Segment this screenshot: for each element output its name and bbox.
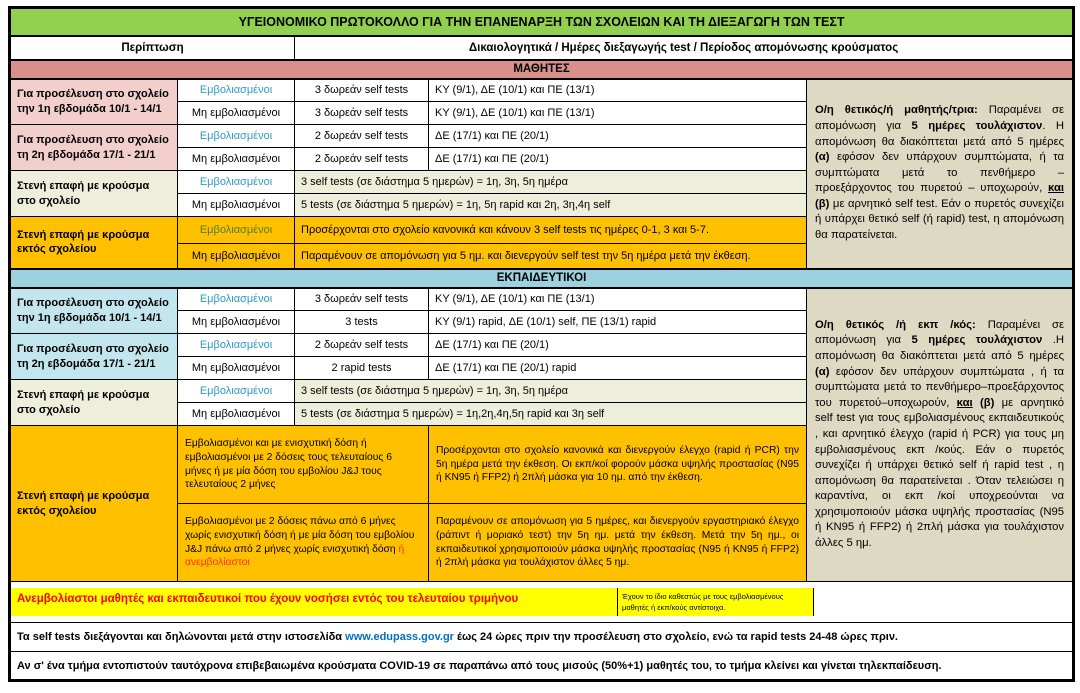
vaccination-status: Εμβολιασμένοι <box>178 288 295 311</box>
test-dates: ΔΕ (17/1) και ΠΕ (20/1) <box>429 148 807 171</box>
testing-scheme: 3 self tests (σε διάστημα 5 ημερών) = 1η, 3η, 5η ημέρα <box>295 171 807 194</box>
page-title: ΥΓΕΙΟΝΟΜΙΚΟ ΠΡΩΤΟΚΟΛΛΟ ΓΙΑ ΤΗΝ ΕΠΑΝΕΝΑΡΞΗ ΤΩΝ ΣΧΟΛΕΙΩΝ ΚΑΙ ΤΗ ΔΙΕΞΑΓΩΓΗ ΤΩΝ ΤΕΣΤ <box>10 8 1074 36</box>
test-dates: ΚΥ (9/1), ΔΕ (10/1) και ΠΕ (13/1) <box>429 102 807 125</box>
note-text: εφόσον δεν υπάρχουν συμπτώματα , ή τα συμπτώματα μετά το πενθήμερο–προεξάρχοντος του πυρετού–υποχωρούν, <box>815 365 1065 409</box>
column-header-details: Δικαιολογητικά / Ημέρες διεξαγωγής test / Περίοδος απομόνωσης κρούσματος <box>295 36 1074 60</box>
section-header-teachers: ΕΚΠΑΙΔΕΥΤΙΚΟΙ <box>10 269 1074 288</box>
column-header-case: Περίπτωση <box>10 36 295 60</box>
teachers-week1-label: Για προσέλευση στο σχολείο την 1η εβδομάδα 10/1 - 14/1 <box>10 288 178 334</box>
test-dates: ΔΕ (17/1) και ΠΕ (20/1) <box>429 125 807 148</box>
section-header-students: ΜΑΘΗΤΕΣ <box>10 60 1074 79</box>
note-bold: (α) <box>815 365 830 378</box>
footnote-class-closure: Αν σ' ένα τμήμα εντοπιστούν ταυτόχρονα επιβεβαιωμένα κρούσματα COVID-19 σε παραπάνω από τους μισούς (50%+1) μαθητές του, το τμήμα κλείνει και γίνεται τηλεκπαίδευση. <box>10 652 1074 681</box>
students-contact-outside-label: Στενή επαφή με κρούσμα εκτός σχολείου <box>10 217 178 269</box>
testing-scheme: 5 tests (σε διάστημα 5 ημερών) = 1η,2η,4η,5η rapid και 3η self <box>295 403 807 426</box>
vaccination-status: Εμβολιασμένοι <box>178 171 295 194</box>
testing-scheme: Παραμένουν σε απομόνωση για 5 ημ. και διενεργούν self test την 5η ημέρα μετά την έκθεση. <box>295 244 807 269</box>
tests-count: 3 δωρεάν self tests <box>295 102 429 125</box>
edupass-link[interactable]: www.edupass.gov.gr <box>345 631 454 643</box>
vaccination-status: Μη εμβολιασμένοι <box>178 102 295 125</box>
test-dates: ΚΥ (9/1), ΔΕ (10/1) και ΠΕ (13/1) <box>429 288 807 311</box>
note-text: . Η απομόνωση θα διακόπτεται μετά από 5 ημέρες <box>815 119 1065 148</box>
action-unboosted: Παραμένουν σε απομόνωση για 5 ημέρες, και διενεργούν εργαστηριακό έλεγχο (ράπιντ ή μοριακό τεστ) την 5η ημ. μετά την έκθεση. Μετά την 5η ημ., οι εκπαιδευτικοί χρησιμοποιούν μάσκα υψηλής προστασίας (N95 ή KN95 ή FFP2) ή 2πλή μάσκα για τουλάχιστον άλλες 5 ημ. <box>429 504 807 582</box>
vaccination-status: Μη εμβολιασμένοι <box>178 357 295 380</box>
testing-scheme: Προσέρχονται στο σχολείο κανονικά και κάνουν 3 self tests τις ημέρες 0-1, 3 και 5-7. <box>295 217 807 244</box>
tests-count: 3 δωρεάν self tests <box>295 79 429 102</box>
note-text <box>973 397 980 409</box>
note-text: Παραμένει σε απομόνωση για <box>815 318 1065 347</box>
vaccination-status: Μη εμβολιασμένοι <box>178 244 295 269</box>
vaccination-status: Εμβολιασμένοι <box>178 217 295 244</box>
note-lead: Ο/η θετικός/ή μαθητής/τρια: <box>815 104 978 117</box>
note-text: .Η απομόνωση θα διακόπτεται μετά από 5 ημέρες <box>815 334 1065 363</box>
testing-scheme: 3 self tests (σε διάστημα 5 ημερών) = 1η, 3η, 5η ημέρα <box>295 380 807 403</box>
note-bold-underline: και <box>1048 182 1065 195</box>
tests-count: 2 δωρεάν self tests <box>295 334 429 357</box>
tests-count: 3 tests <box>295 311 429 334</box>
tests-count: 2 δωρεάν self tests <box>295 125 429 148</box>
tests-count: 3 δωρεάν self tests <box>295 288 429 311</box>
footnote-text: έως 24 ώρες πριν την προσέλευση στο σχολείο, ενώ τα rapid tests 24-48 ώρες πριν. <box>453 631 898 643</box>
note-bold: (β) <box>815 197 830 210</box>
condition-unboosted <box>178 504 429 582</box>
recovered-case-rule: Έχουν το ίδιο καθεστώς με τους εμβολιασμένους μαθητές ή εκπ/κούς αντίστοιχα. <box>618 588 814 617</box>
note-lead: Ο/η θετικός /ή εκπ /κός: <box>815 318 976 331</box>
note-text: με αρνητικό self test για τους εμβολιασμένους εκπαιδευτικούς , και αρνητικό έλεγχο (rapid ή PCR) για τους μη εμβολιασμένους εκπ /κούς. Εάν ο πυρετός συνεχίζει ή υπάρχει θετικό self ή rapid test , η απομόνωση θα παρατείνεται . Όταν τελειώσει η καραντίνα, οι εκπ /κοί υποχρεούνται να χρησιμοποιούν μάσκα υψηλής προστασίας (N95 ή KN95 ή FFP2) ή 2πλή μάσκα για τουλάχιστον άλλες 5 ημ. <box>815 396 1065 549</box>
recovered-row <box>10 582 1074 623</box>
teachers-week2-label: Για προσέλευση στο σχολείο τη 2η εβδομάδα 17/1 - 21/1 <box>10 334 178 380</box>
tests-count: 2 δωρεάν self tests <box>295 148 429 171</box>
footnote-text: Τα self tests διεξάγονται και δηλώνονται μετά στην ιστοσελίδα <box>17 631 346 643</box>
condition-text: Εμβολιασμένοι με 2 δόσεις πάνω από 6 μήνες χωρίς ενισχυτική δόση ή με μία δόση του εμβολίου J&J πάνω από 2 μήνες χωρίς ενισχυτική δόση <box>185 515 415 555</box>
students-contact-school-label: Στενή επαφή με κρούσμα στο σχολείο <box>10 171 178 217</box>
condition-boosted: Εμβολιασμένοι και με ενισχυτική δόση ή εμβολιασμένοι με 2 δόσεις τους τελευταίους 6 μήνες ή με μία δόση του εμβολίου J&J τους τελευταίους 2 μήνες <box>178 426 429 504</box>
empty-cell <box>814 588 1072 617</box>
vaccination-status: Μη εμβολιασμένοι <box>178 148 295 171</box>
recovered-case-label: Ανεμβολίαστοι μαθητές και εκπαιδευτικοί που έχουν νοσήσει εντός του τελευταίου τριμήνου <box>11 588 618 617</box>
test-dates: ΔΕ (17/1) και ΠΕ (20/1) rapid <box>429 357 807 380</box>
students-week2-label: Για προσέλευση στο σχολείο τη 2η εβδομάδα 17/1 - 21/1 <box>10 125 178 171</box>
students-positive-case-note <box>807 79 1074 269</box>
note-bold: (β) <box>979 396 995 409</box>
teachers-contact-outside-label: Στενή επαφή με κρούσμα εκτός σχολείου <box>10 426 178 582</box>
note-bold-underline: και <box>956 396 973 409</box>
note-text: Παραμένει σε απομόνωση για <box>815 104 1065 132</box>
test-dates: ΚΥ (9/1), ΔΕ (10/1) και ΠΕ (13/1) <box>429 79 807 102</box>
unvaccinated-highlight: ή ανεμβολίαστοι <box>185 543 405 569</box>
tests-count: 2 rapid tests <box>295 357 429 380</box>
protocol-table <box>8 6 1075 682</box>
testing-scheme: 5 tests (σε διάστημα 5 ημερών) = 1η, 5η rapid και 2η, 3η,4η self <box>295 194 807 217</box>
note-bold: 5 ημέρες τουλάχιστον <box>911 119 1043 132</box>
vaccination-status: Εμβολιασμένοι <box>178 125 295 148</box>
action-boosted: Προσέρχονται στο σχολείο κανονικά και διενεργούν έλεγχο (rapid ή PCR) την 5η ημέρα μετά την έκθεση. Οι εκπ/κοί φορούν μάσκα υψηλής προστασίας (N95 ή KN95 ή FFP2) ή 2πλή μάσκα για 10 ημ. από την έκθεση. <box>429 426 807 504</box>
note-text: εφόσον δεν υπάρχουν συμπτώματα, ή τα συμπτώματα μετά το πενθήμερο – προεξάρχοντος του πυρετού – υποχωρούν, <box>815 151 1065 195</box>
test-dates: ΔΕ (17/1) και ΠΕ (20/1) <box>429 334 807 357</box>
vaccination-status: Εμβολιασμένοι <box>178 79 295 102</box>
note-text: με αρνητικό self test. Εάν ο πυρετός συνεχίζει ή υπάρχει θετικό self (ή rapid) test, η απομόνωση θα παρατείνεται. <box>815 197 1065 242</box>
vaccination-status: Μη εμβολιασμένοι <box>178 194 295 217</box>
footnote-self-tests <box>10 623 1074 652</box>
teachers-positive-case-note <box>807 288 1074 582</box>
test-dates: ΚΥ (9/1) rapid, ΔΕ (10/1) self, ΠΕ (13/1) rapid <box>429 311 807 334</box>
vaccination-status: Εμβολιασμένοι <box>178 334 295 357</box>
note-bold: 5 ημέρες τουλάχιστον <box>911 334 1043 347</box>
vaccination-status: Μη εμβολιασμένοι <box>178 403 295 426</box>
vaccination-status: Μη εμβολιασμένοι <box>178 311 295 334</box>
protocol-page <box>8 6 1072 682</box>
note-bold: (α) <box>815 151 830 164</box>
students-week1-label: Για προσέλευση στο σχολείο την 1η εβδομάδα 10/1 - 14/1 <box>10 79 178 125</box>
teachers-contact-school-label: Στενή επαφή με κρούσμα στο σχολείο <box>10 380 178 426</box>
vaccination-status: Εμβολιασμένοι <box>178 380 295 403</box>
